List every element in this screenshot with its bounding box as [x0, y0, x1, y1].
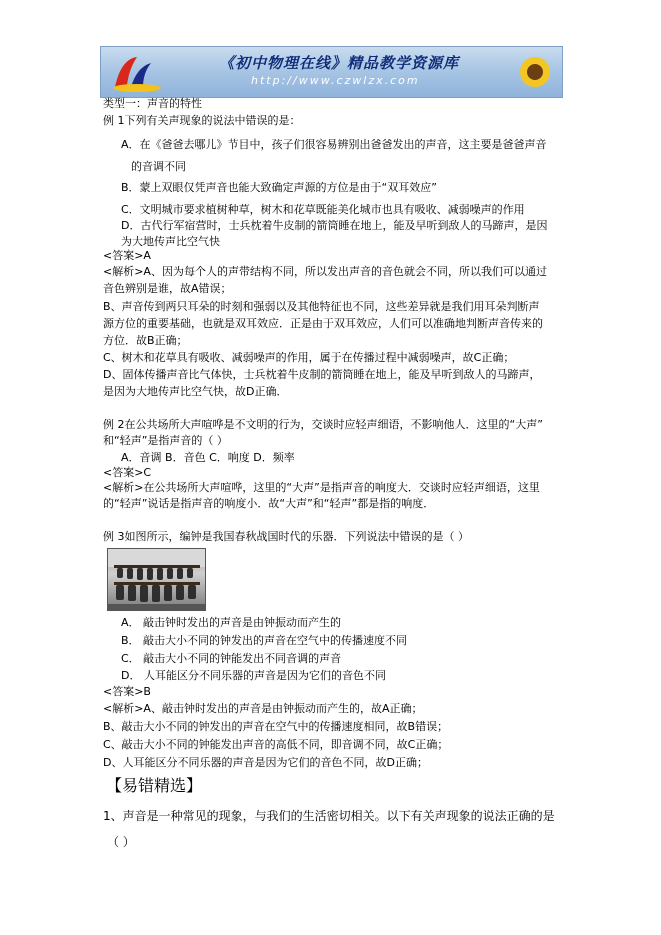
example1-analysis: D、固体传播声音比气体快，士兵枕着牛皮制的箭筒睡在地上，能及早听到敌人的马蹄声， — [103, 368, 541, 381]
example1-stem: 例 1下列有关声现象的说法中错误的是： — [103, 114, 301, 127]
example3-analysis: B、敲击大小不同的钟发出的声音在空气中的传播速度相同，故B错误； — [103, 720, 449, 733]
example3-analysis: D、人耳能区分不同乐器的声音是因为它们的音色不同，故D正确； — [103, 756, 428, 769]
example3-stem: 例 3如图所示，编钟是我国春秋战国时代的乐器．下列说法中错误的是（ ） — [103, 530, 469, 543]
site-logo-icon — [107, 51, 165, 93]
example1-option-d-cont: 为大地传声比空气快 — [121, 235, 220, 248]
example1-analysis: 方位．故B正确； — [103, 334, 188, 347]
example1-analysis: 源方位的重要基础，也就是双耳效应．正是由于双耳效应，人们可以准确地判断声音传来的 — [103, 317, 543, 330]
example1-option-a: A．在《爸爸去哪儿》节目中，孩子们很容易辨别出爸爸发出的声音，这主要是爸爸声音 — [121, 138, 547, 151]
bells-illustration — [108, 549, 205, 610]
example1-analysis: <解析>A、因为每个人的声带结构不同，所以发出声音的音色就会不同，所以我们可以通过 — [103, 265, 547, 278]
example1-option-c: C．文明城市要求植树种草，树木和花草既能美化城市也具有吸收、减弱噪声的作用 — [121, 203, 525, 216]
section-heading-errors: 【易错精选】 — [106, 776, 203, 795]
example1-option-d: D．古代行军宿营时，士兵枕着牛皮制的箭筒睡在地上，能及早听到敌人的马蹄声，是因 — [121, 219, 548, 232]
example2-options: A．音调 B．音色 C．响度 D．频率 — [121, 451, 295, 464]
example1-analysis: C、树木和花草具有吸收、减弱噪声的作用，属于在传播过程中减弱噪声，故C正确； — [103, 351, 515, 364]
example1-answer: <答案>A — [103, 249, 151, 262]
site-banner — [100, 46, 563, 98]
example2-analysis: <解析>在公共场所大声喧哗，这里的“大声”是指声音的响度大．交谈时应轻声细语，这里 — [103, 481, 540, 494]
question1-blank: （ ） — [107, 835, 135, 849]
question1-stem: 1、声音是一种常见的现象，与我们的生活密切相关。以下有关声现象的说法正确的是 — [103, 809, 555, 823]
example3-answer: <答案>B — [103, 685, 151, 698]
example1-option-b: B．蒙上双眼仅凭声音也能大致确定声源的方位是由于“双耳效应” — [121, 181, 437, 194]
example2-analysis: 的“轻声”说话是指声音的响度小．故“大声”和“轻声”都是指的响度． — [103, 497, 435, 510]
example1-analysis: 是因为大地传声比空气快，故D正确． — [103, 385, 288, 398]
banner-url[interactable]: http://www.czwlzx.com — [251, 74, 420, 87]
sunflower-icon — [512, 53, 558, 91]
example2-answer: <答案>C — [103, 466, 152, 479]
example3-option-d: D． 人耳能区分不同乐器的声音是因为它们的音色不同 — [121, 669, 386, 682]
example3-option-b: B． 敲击大小不同的钟发出的声音在空气中的传播速度不同 — [121, 634, 408, 647]
example2-stem: 例 2在公共场所大声喧哗是不文明的行为，交谈时应轻声细语，不影响他人．这里的“大声” — [103, 418, 543, 431]
bianzhong-photo — [107, 548, 206, 611]
banner-title: 《初中物理在线》精品教学资源库 — [219, 54, 460, 72]
example3-analysis: C、敲击大小不同的钟能发出声音的高低不同，即音调不同，故C正确； — [103, 738, 449, 751]
section-heading: 类型一：声音的特性 — [103, 97, 202, 110]
example3-analysis: <解析>A、敲击钟时发出的声音是由钟振动而产生的，故A正确； — [103, 702, 423, 715]
example3-option-c: C． 敲击大小不同的钟能发出不同音调的声音 — [121, 652, 342, 665]
example1-option-a-cont: 的音调不同 — [131, 160, 186, 173]
example1-analysis: 音色辨别是谁，故A错误； — [103, 282, 232, 295]
example2-stem-cont: 和“轻声”是指声音的（ ） — [103, 434, 228, 447]
example1-analysis: B、声音传到两只耳朵的时刻和强弱以及其他特征也不同，这些差异就是我们用耳朵判断声 — [103, 300, 540, 313]
example3-option-a: A． 敲击钟时发出的声音是由钟振动而产生的 — [121, 616, 342, 629]
